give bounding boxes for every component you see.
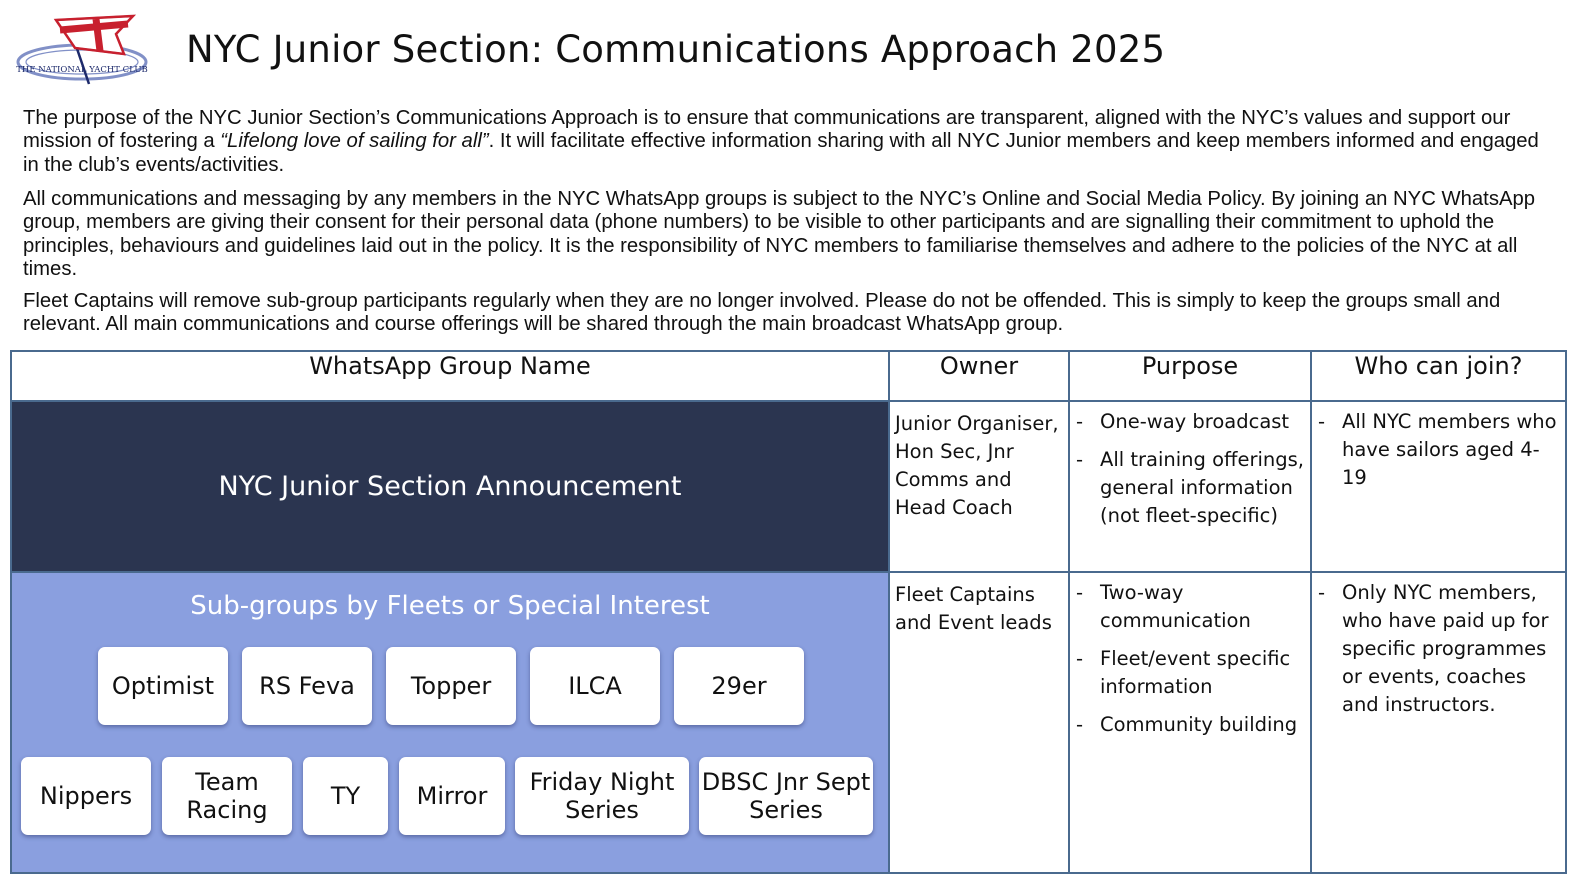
subgroups-title: Sub-groups by Fleets or Special Interest [190, 591, 710, 621]
purpose-cell [1069, 401, 1311, 572]
chip-team-racing: Team Racing [162, 757, 292, 835]
page-title: NYC Junior Section: Communications Approach 2025 [186, 28, 1166, 71]
chip-friday-night-series: Friday Night Series [515, 757, 689, 835]
chip-nippers: Nippers [21, 757, 151, 835]
chip-ilca: ILCA [530, 647, 660, 725]
purpose-item: - Community building [1076, 711, 1304, 739]
chip-mirror: Mirror [399, 757, 505, 835]
who-item: - All NYC members who have sailors aged 4-19 [1318, 408, 1559, 492]
header-owner: Owner [889, 351, 1069, 401]
header-who-can-join: Who can join? [1311, 351, 1566, 401]
who-item: - Only NYC members, who have paid up for specific programmes or events, coaches and instructors. [1318, 579, 1559, 719]
purpose-item: - Fleet/event specific information [1076, 645, 1304, 701]
whatsapp-groups-table [10, 350, 1567, 874]
chip-topper: Topper [386, 647, 516, 725]
subgroups-cell [11, 572, 889, 873]
logo-lettering: THE NATIONAL YACHT CLUB [16, 65, 148, 75]
who-can-join-cell [1311, 572, 1566, 873]
intro-paragraph-policy: All communications and messaging by any members in the NYC WhatsApp groups is subject to the NYC’s Online and Social Media Policy. By joining an NYC WhatsApp group, members are giving their consent for their personal data (phone numbers) to be visible to other participants and are signalling their commitment to uphold the principles, behaviours and guidelines laid out in the policy. It is the responsibility of NYC members to familiarise themselves and adhere to the policies of the NYC at all times. [23, 188, 1536, 280]
owner-cell: Junior Organiser, Hon Sec, Jnr Comms and Head Coach [889, 401, 1069, 572]
intro-paragraph-purpose: The purpose of the NYC Junior Section’s Communications Approach is to ensure that communications are transparent, aligned with the NYC’s values and support our mission of fostering a “Lifelong love of sailing for all”. It will facilitate effective information sharing with all NYC Junior members and keep members informed and engaged in the club’s events/activities. [23, 107, 1539, 176]
header-purpose: Purpose [1069, 351, 1311, 401]
national-yacht-club-logo [12, 10, 157, 90]
owner-cell: Fleet Captains and Event leads [889, 572, 1069, 873]
table-row [11, 572, 1566, 873]
header-group-name: WhatsApp Group Name [11, 351, 889, 401]
chip-rs-feva: RS Feva [242, 647, 372, 725]
chip-optimist: Optimist [98, 647, 228, 725]
mission-quote: “Lifelong love of sailing for all” [220, 130, 489, 153]
purpose-item: - Two-way communication [1076, 579, 1304, 635]
purpose-item: - All training offerings, general information (not fleet-specific) [1076, 446, 1304, 530]
announcement-group-cell: NYC Junior Section Announcement [11, 401, 889, 572]
chip-dbsc-jnr-sept-series: DBSC Jnr Sept Series [699, 757, 873, 835]
purpose-item: - One-way broadcast [1076, 408, 1304, 436]
table-header-row [11, 351, 1566, 401]
who-can-join-cell [1311, 401, 1566, 572]
purpose-cell [1069, 572, 1311, 873]
chip-ty: TY [303, 757, 388, 835]
intro-paragraph-fleet-captains: Fleet Captains will remove sub-group participants regularly when they are no longer involved. Please do not be offended. This is simply to keep the groups small and relevant. All main communications and course offerings will be shared through the main broadcast WhatsApp group. [23, 290, 1501, 336]
table-row [11, 401, 1566, 572]
chip-29er: 29er [674, 647, 804, 725]
